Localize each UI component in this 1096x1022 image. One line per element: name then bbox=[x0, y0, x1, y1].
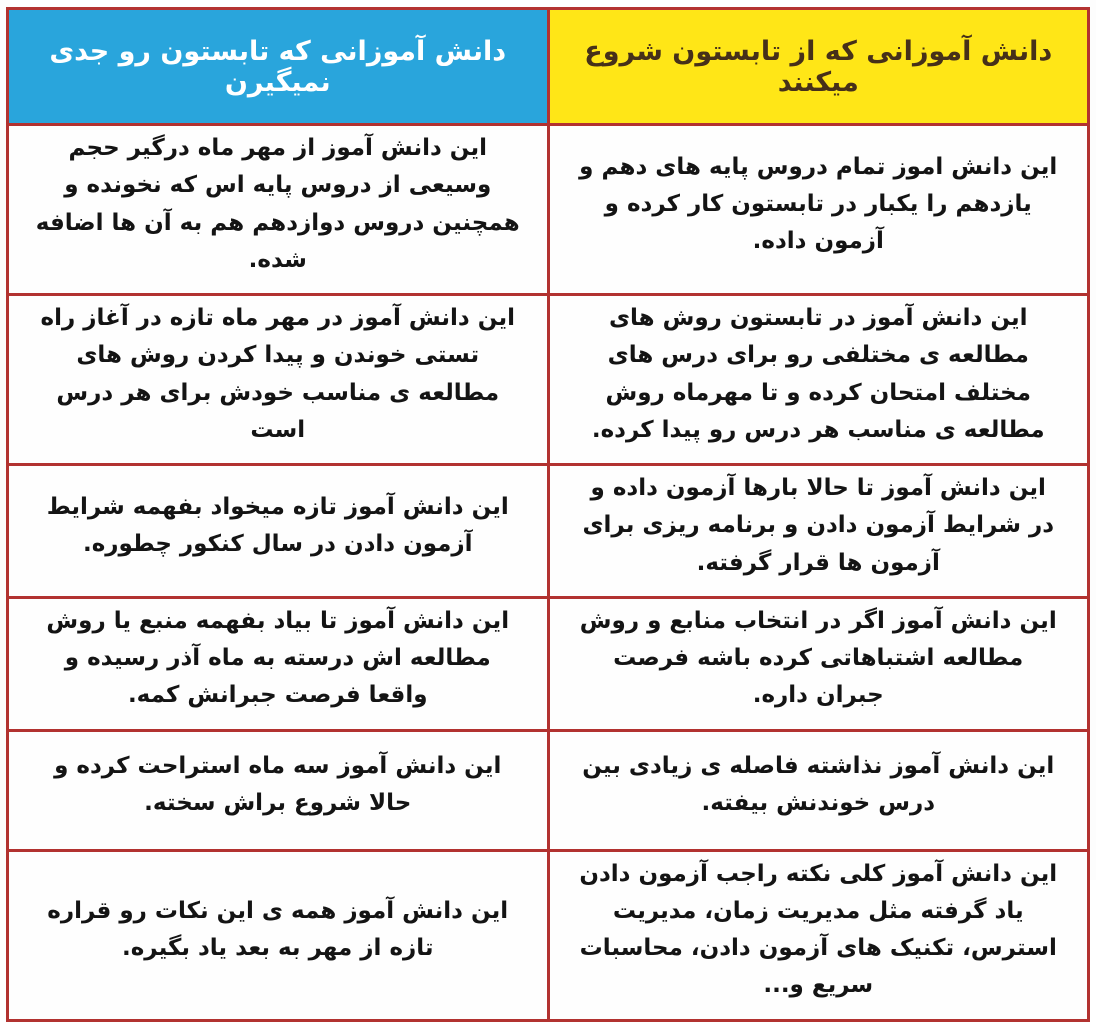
cell-row5-summer-skippers: این دانش آموز سه ماه استراحت کرده و حالا شروع براش سخته. bbox=[8, 730, 549, 850]
column-header-summer-skippers: دانش آموزانی که تابستون رو جدی نمیگیرن bbox=[8, 9, 549, 125]
cell-row3-summer-skippers: این دانش آموز تازه میخواد بفهمه شرایط آزمون دادن در سال کنکور چطوره. bbox=[8, 465, 549, 598]
header-row bbox=[8, 9, 1089, 125]
cell-row6-summer-starters: این دانش آموز کلی نکته راجب آزمون دادن یاد گرفته مثل مدیریت زمان، مدیریت استرس، تکنیک های آزمون دادن، محاسبات سریع و... bbox=[548, 850, 1089, 1020]
cell-row1-summer-skippers: این دانش آموز از مهر ماه درگیر حجم وسیعی از دروس پایه اس که نخونده و همچنین دروس دوازدهم هم به آن ها اضافه شده. bbox=[8, 125, 549, 295]
column-header-summer-starters: دانش آموزانی که از تابستون شروع میکنند bbox=[548, 9, 1089, 125]
cell-row1-summer-starters: این دانش اموز تمام دروس پایه های دهم و یازدهم را یکبار در تابستون کار کرده و آزمون داده. bbox=[548, 125, 1089, 295]
cell-row5-summer-starters: این دانش آموز نذاشته فاصله ی زیادی بین درس خوندنش بیفته. bbox=[548, 730, 1089, 850]
table-row bbox=[8, 850, 1089, 1020]
table-row bbox=[8, 597, 1089, 730]
cell-row6-summer-skippers: این دانش آموز همه ی این نکات رو قراره تازه از مهر به بعد یاد بگیره. bbox=[8, 850, 549, 1020]
cell-row2-summer-starters: این دانش آموز در تابستون روش های مطالعه ی مختلفی رو برای درس های مختلف امتحان کرده و تا مهرماه روش مطالعه ی مناسب هر درس رو پیدا کرده. bbox=[548, 295, 1089, 465]
cell-row2-summer-skippers: این دانش آموز در مهر ماه تازه در آغاز راه تستی خوندن و پیدا کردن روش های مطالعه ی مناسب خودش برای هر درس است bbox=[8, 295, 549, 465]
table-row bbox=[8, 465, 1089, 598]
table-header bbox=[8, 9, 1089, 125]
table-body bbox=[8, 125, 1089, 1021]
cell-row4-summer-skippers: این دانش آموز تا بیاد بفهمه منبع یا روش مطالعه اش درسته به ماه آذر رسیده و واقعا فرصت جبرانش کمه. bbox=[8, 597, 549, 730]
cell-row4-summer-starters: این دانش آموز اگر در انتخاب منابع و روش مطالعه اشتباهاتی کرده باشه فرصت جبران داره. bbox=[548, 597, 1089, 730]
table-row bbox=[8, 125, 1089, 295]
table-row bbox=[8, 730, 1089, 850]
summer-study-comparison-table bbox=[6, 7, 1090, 1022]
cell-row3-summer-starters: این دانش آموز تا حالا بارها آزمون داده و در شرایط آزمون دادن و برنامه ریزی برای آزمون ها قرار گرفته. bbox=[548, 465, 1089, 598]
table-row bbox=[8, 295, 1089, 465]
